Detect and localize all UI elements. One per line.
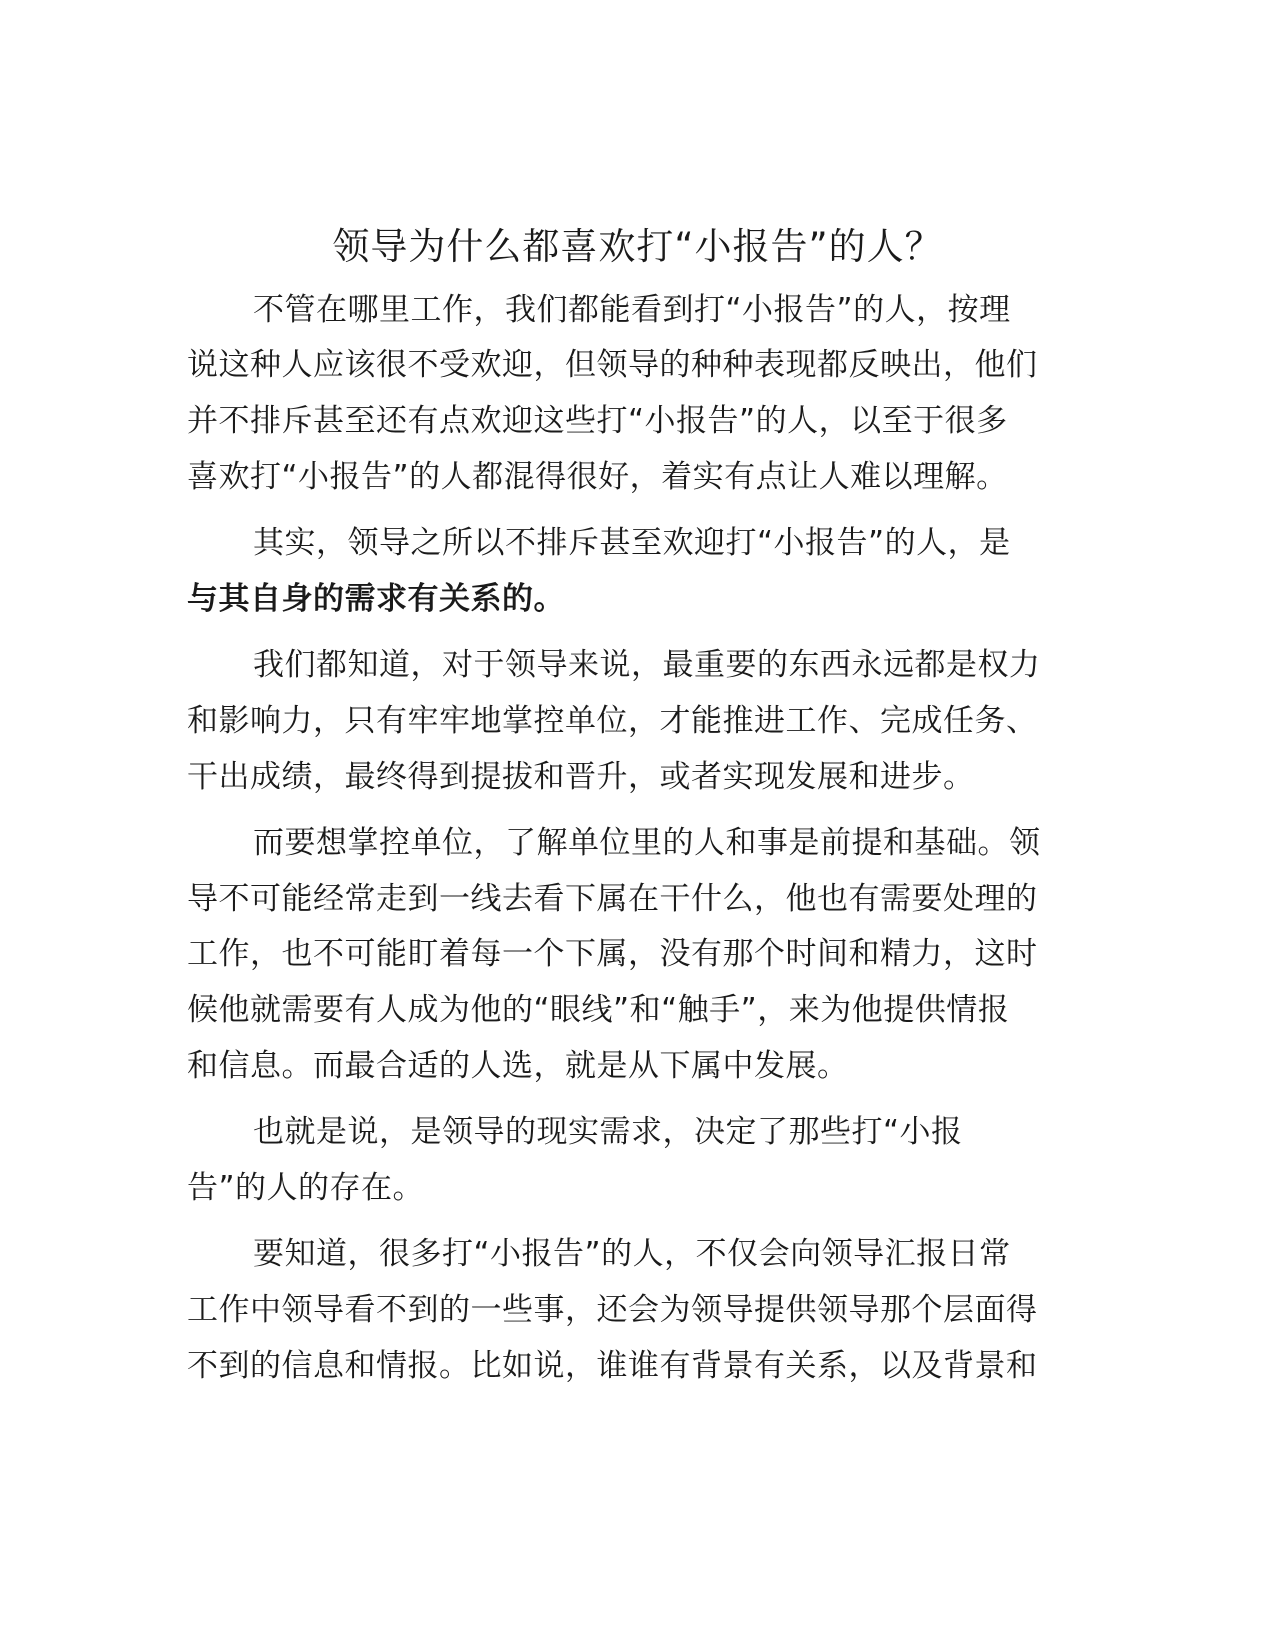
paragraph-6-line-2: 工作中领导看不到的一些事，还会为领导提供领导那个层面得 — [187, 1292, 1038, 1328]
paragraph-5-line-1: 也就是说，是领导的现实需求，决定了那些打“小报 — [253, 1114, 963, 1150]
paragraph-1-line-2: 说这种人应该很不受欢迎，但领导的种种表现都反映出，他们 — [187, 347, 1038, 383]
paragraph-4-line-4: 候他就需要有人成为他的“眼线”和“触手”，来为他提供情报 — [187, 992, 1010, 1028]
paragraph-3-line-1: 我们都知道，对于领导来说，最重要的东西永远都是权力 — [253, 647, 1041, 683]
paragraph-1-line-1: 不管在哪里工作，我们都能看到打“小报告”的人，按理 — [253, 292, 1011, 328]
paragraph-6-line-1: 要知道，很多打“小报告”的人，不仅会向领导汇报日常 — [253, 1236, 1011, 1272]
document-title: 领导为什么都喜欢打“小报告”的人？ — [332, 225, 943, 268]
paragraph-2-line-1: 其实，领导之所以不排斥甚至欢迎打“小报告”的人，是 — [253, 525, 1011, 561]
paragraph-2-line-2: 与其自身的需求有关系的。 — [187, 581, 565, 617]
paragraph-1-line-3: 并不排斥甚至还有点欢迎这些打“小报告”的人，以至于很多 — [187, 403, 1008, 439]
paragraph-4-line-3: 工作，也不可能盯着每一个下属，没有那个时间和精力，这时 — [187, 936, 1038, 972]
paragraph-4-line-2: 导不可能经常走到一线去看下属在干什么，他也有需要处理的 — [187, 881, 1038, 917]
paragraph-4-line-5: 和信息。而最合适的人选，就是从下属中发展。 — [187, 1048, 849, 1084]
paragraph-3-line-2: 和影响力，只有牢牢地掌控单位，才能推进工作、完成任务、 — [187, 703, 1038, 739]
paragraph-4-line-1: 而要想掌控单位，了解单位里的人和事是前提和基础。领 — [253, 825, 1041, 861]
paragraph-5-line-2: 告”的人的存在。 — [187, 1170, 425, 1206]
paragraph-6-line-3: 不到的信息和情报。比如说，谁谁有背景有关系，以及背景和 — [187, 1348, 1038, 1384]
paragraph-1-line-4: 喜欢打“小报告”的人都混得很好，着实有点让人难以理解。 — [187, 459, 1008, 495]
paragraph-3-line-3: 干出成绩，最终得到提拔和晋升，或者实现发展和进步。 — [187, 759, 975, 795]
